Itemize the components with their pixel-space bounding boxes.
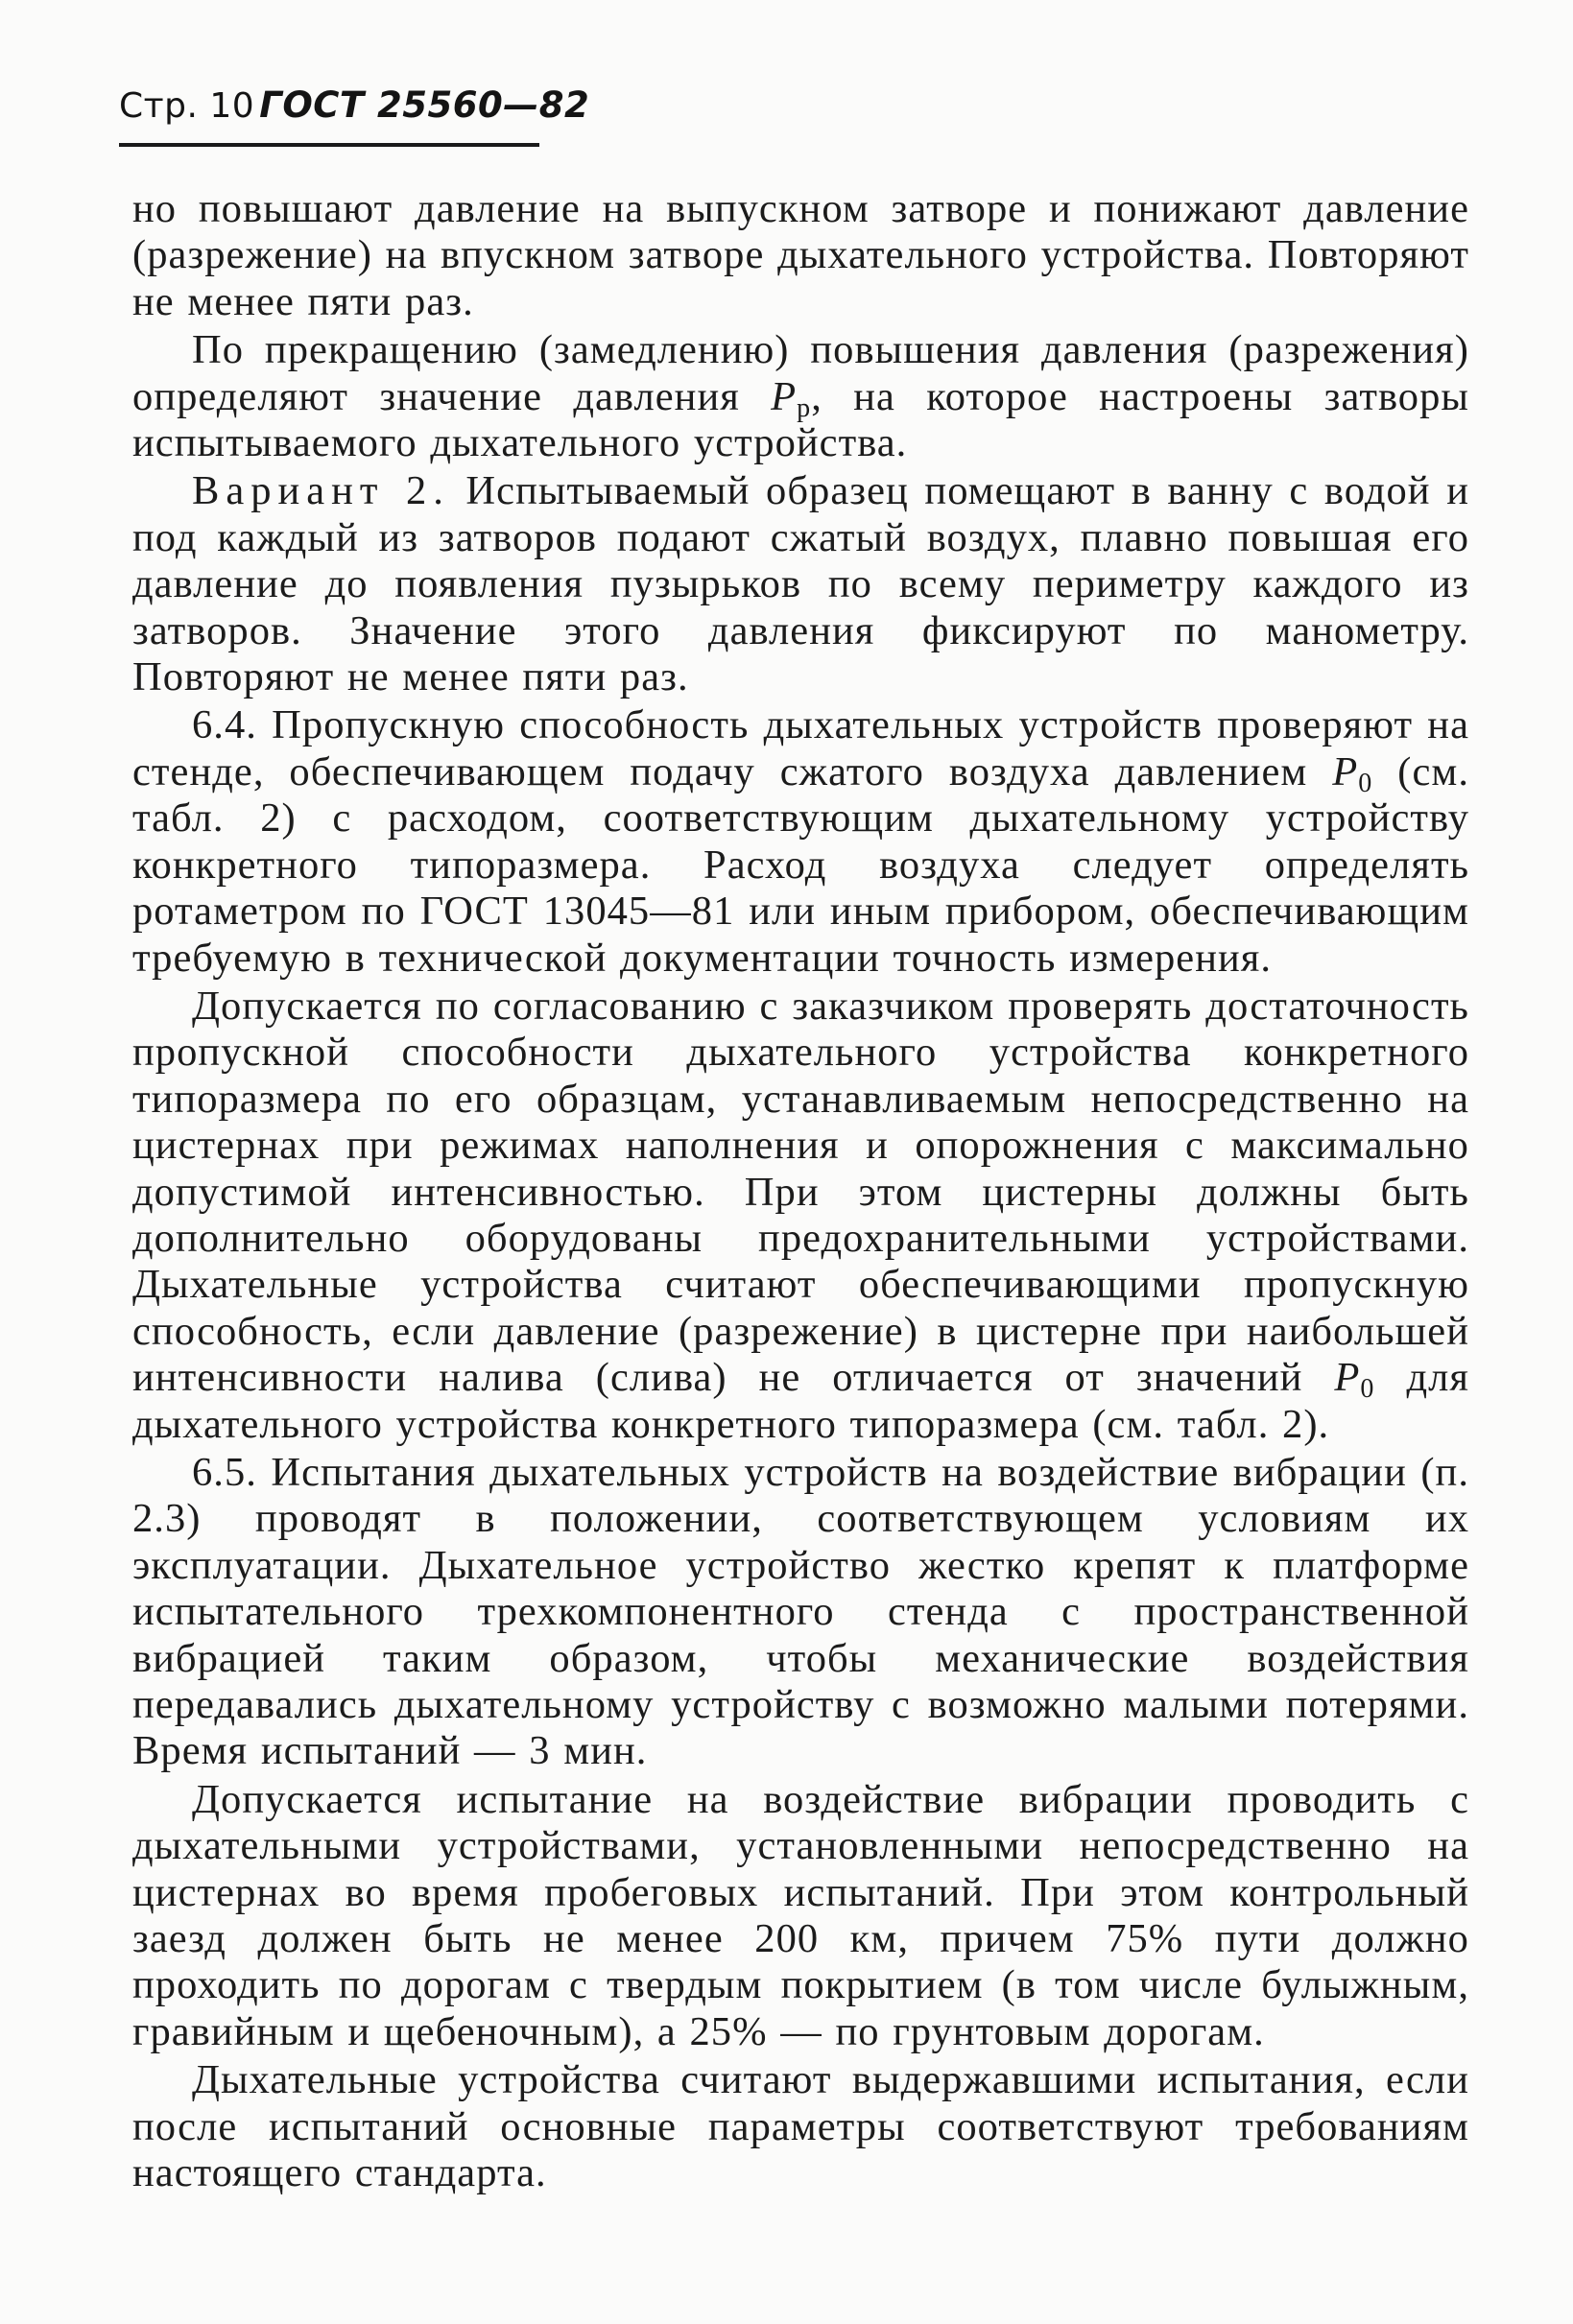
paragraph-text: Дыхательные устройства считают выдержавшими испытания, если после испытаний основные параметры соответствуют требованиям настоящего стандарта.: [132, 2057, 1469, 2196]
paragraph-text: 6.5. Испытания дыхательных устройств на воздействие вибрации (п. 2.3) проводят в положении, соответствующем условиям их эксплуатации. Дыхательное устройство жестко крепят к платформе испытательного трехкомпонентного стенда с пространственной вибрацией таким образом, чтобы механические воздействия передавались дыхательному устройству с возможно малыми потерями. Время испытаний — 3 мин.: [132, 1449, 1469, 1774]
pressure-subscript: 0: [1358, 768, 1373, 798]
page-header: [119, 84, 589, 144]
paragraph-vibration-road-test: [132, 1777, 1469, 2055]
paragraph-6-5: [132, 1450, 1469, 1775]
paragraph-text: Испытываемый образец помещают в ванну с водой и под каждый из затворов подают сжатый воздух, плавно повышая его давление до появления пузырьков по всему периметру каждого из затворов. Значение этого давления фиксируют по манометру. Повторяют не менее пяти раз.: [132, 468, 1469, 700]
pressure-symbol: P: [1334, 1355, 1361, 1401]
variant-label: Вариант 2.: [192, 468, 450, 514]
pressure-subscript: р: [797, 392, 812, 423]
paragraph-text: (см. табл. 2) с расходом, соответствующим дыхательному устройству конкретного типоразмера. Расход воздуха следует определять ротаметром по ГОСТ 13045—81 или иным прибором, обеспечивающим требуемую в технической документации точность измерения.: [132, 748, 1469, 981]
standard-number: ГОСТ 25560—82: [259, 84, 590, 126]
paragraph-variant-2: [132, 468, 1469, 700]
paragraph-text: Допускается по согласованию с заказчиком проверять достаточность пропускной способности дыхательного устройства конкретного типоразмера по его образцам, устанавливаемым непосредственно на цистернах при режимах наполнения и опорожнения с максимально допустимой интенсивностью. При этом цистерны должны быть дополнительно оборудованы предохранительными устройствами. Дыхательные устройства считают обеспечивающими пропускную способность, если давление (разрежение) в цистерне при наибольшей интенсивности налива (слива) не отличается от значений: [132, 983, 1469, 1401]
paragraph-pressure-setting: [132, 327, 1469, 466]
paragraph-continuation: [132, 186, 1469, 325]
page-number: Стр. 10: [119, 86, 255, 126]
pressure-symbol: P: [771, 373, 798, 419]
paragraph-text: но повышают давление на выпускном затворе и понижают давление (разрежение) на впускном затворе дыхательного устройства. Повторяют не менее пяти раз.: [132, 186, 1469, 324]
paragraph-text: для дыхательного устройства конкретного типоразмера (см. табл. 2).: [132, 1355, 1469, 1447]
paragraph-text: Допускается испытание на воздействие вибрации проводить с дыхательными устройствами, установленными непосредственно на цистернах во время пробеговых испытаний. При этом контрольный заезд должен быть не менее 200 км, причем 75% пути должно проходить по дорогам с твердым покрытием (в том числе булыжным, гравийным и щебеночным), а 25% — по грунтовым дорогам.: [132, 1776, 1469, 2054]
document-body: [132, 186, 1469, 2196]
paragraph-text: 6.4. Пропускную способность дыхательных устройств проверяют на стенде, обеспечивающем подачу сжатого воздуха давлением: [132, 702, 1469, 794]
paragraph-text: По прекращению (замедлению) повышения давления (разрежения) определяют значение давления: [132, 327, 1469, 419]
paragraph-text: , на которое настроены затворы испытываемого дыхательного устройства.: [132, 373, 1469, 466]
pressure-subscript: 0: [1360, 1374, 1375, 1405]
header-rule: [119, 143, 539, 147]
paragraph-capacity-check: [132, 984, 1469, 1448]
pressure-symbol: P: [1332, 748, 1359, 794]
paragraph-conclusion: [132, 2057, 1469, 2196]
paragraph-6-4: [132, 702, 1469, 981]
